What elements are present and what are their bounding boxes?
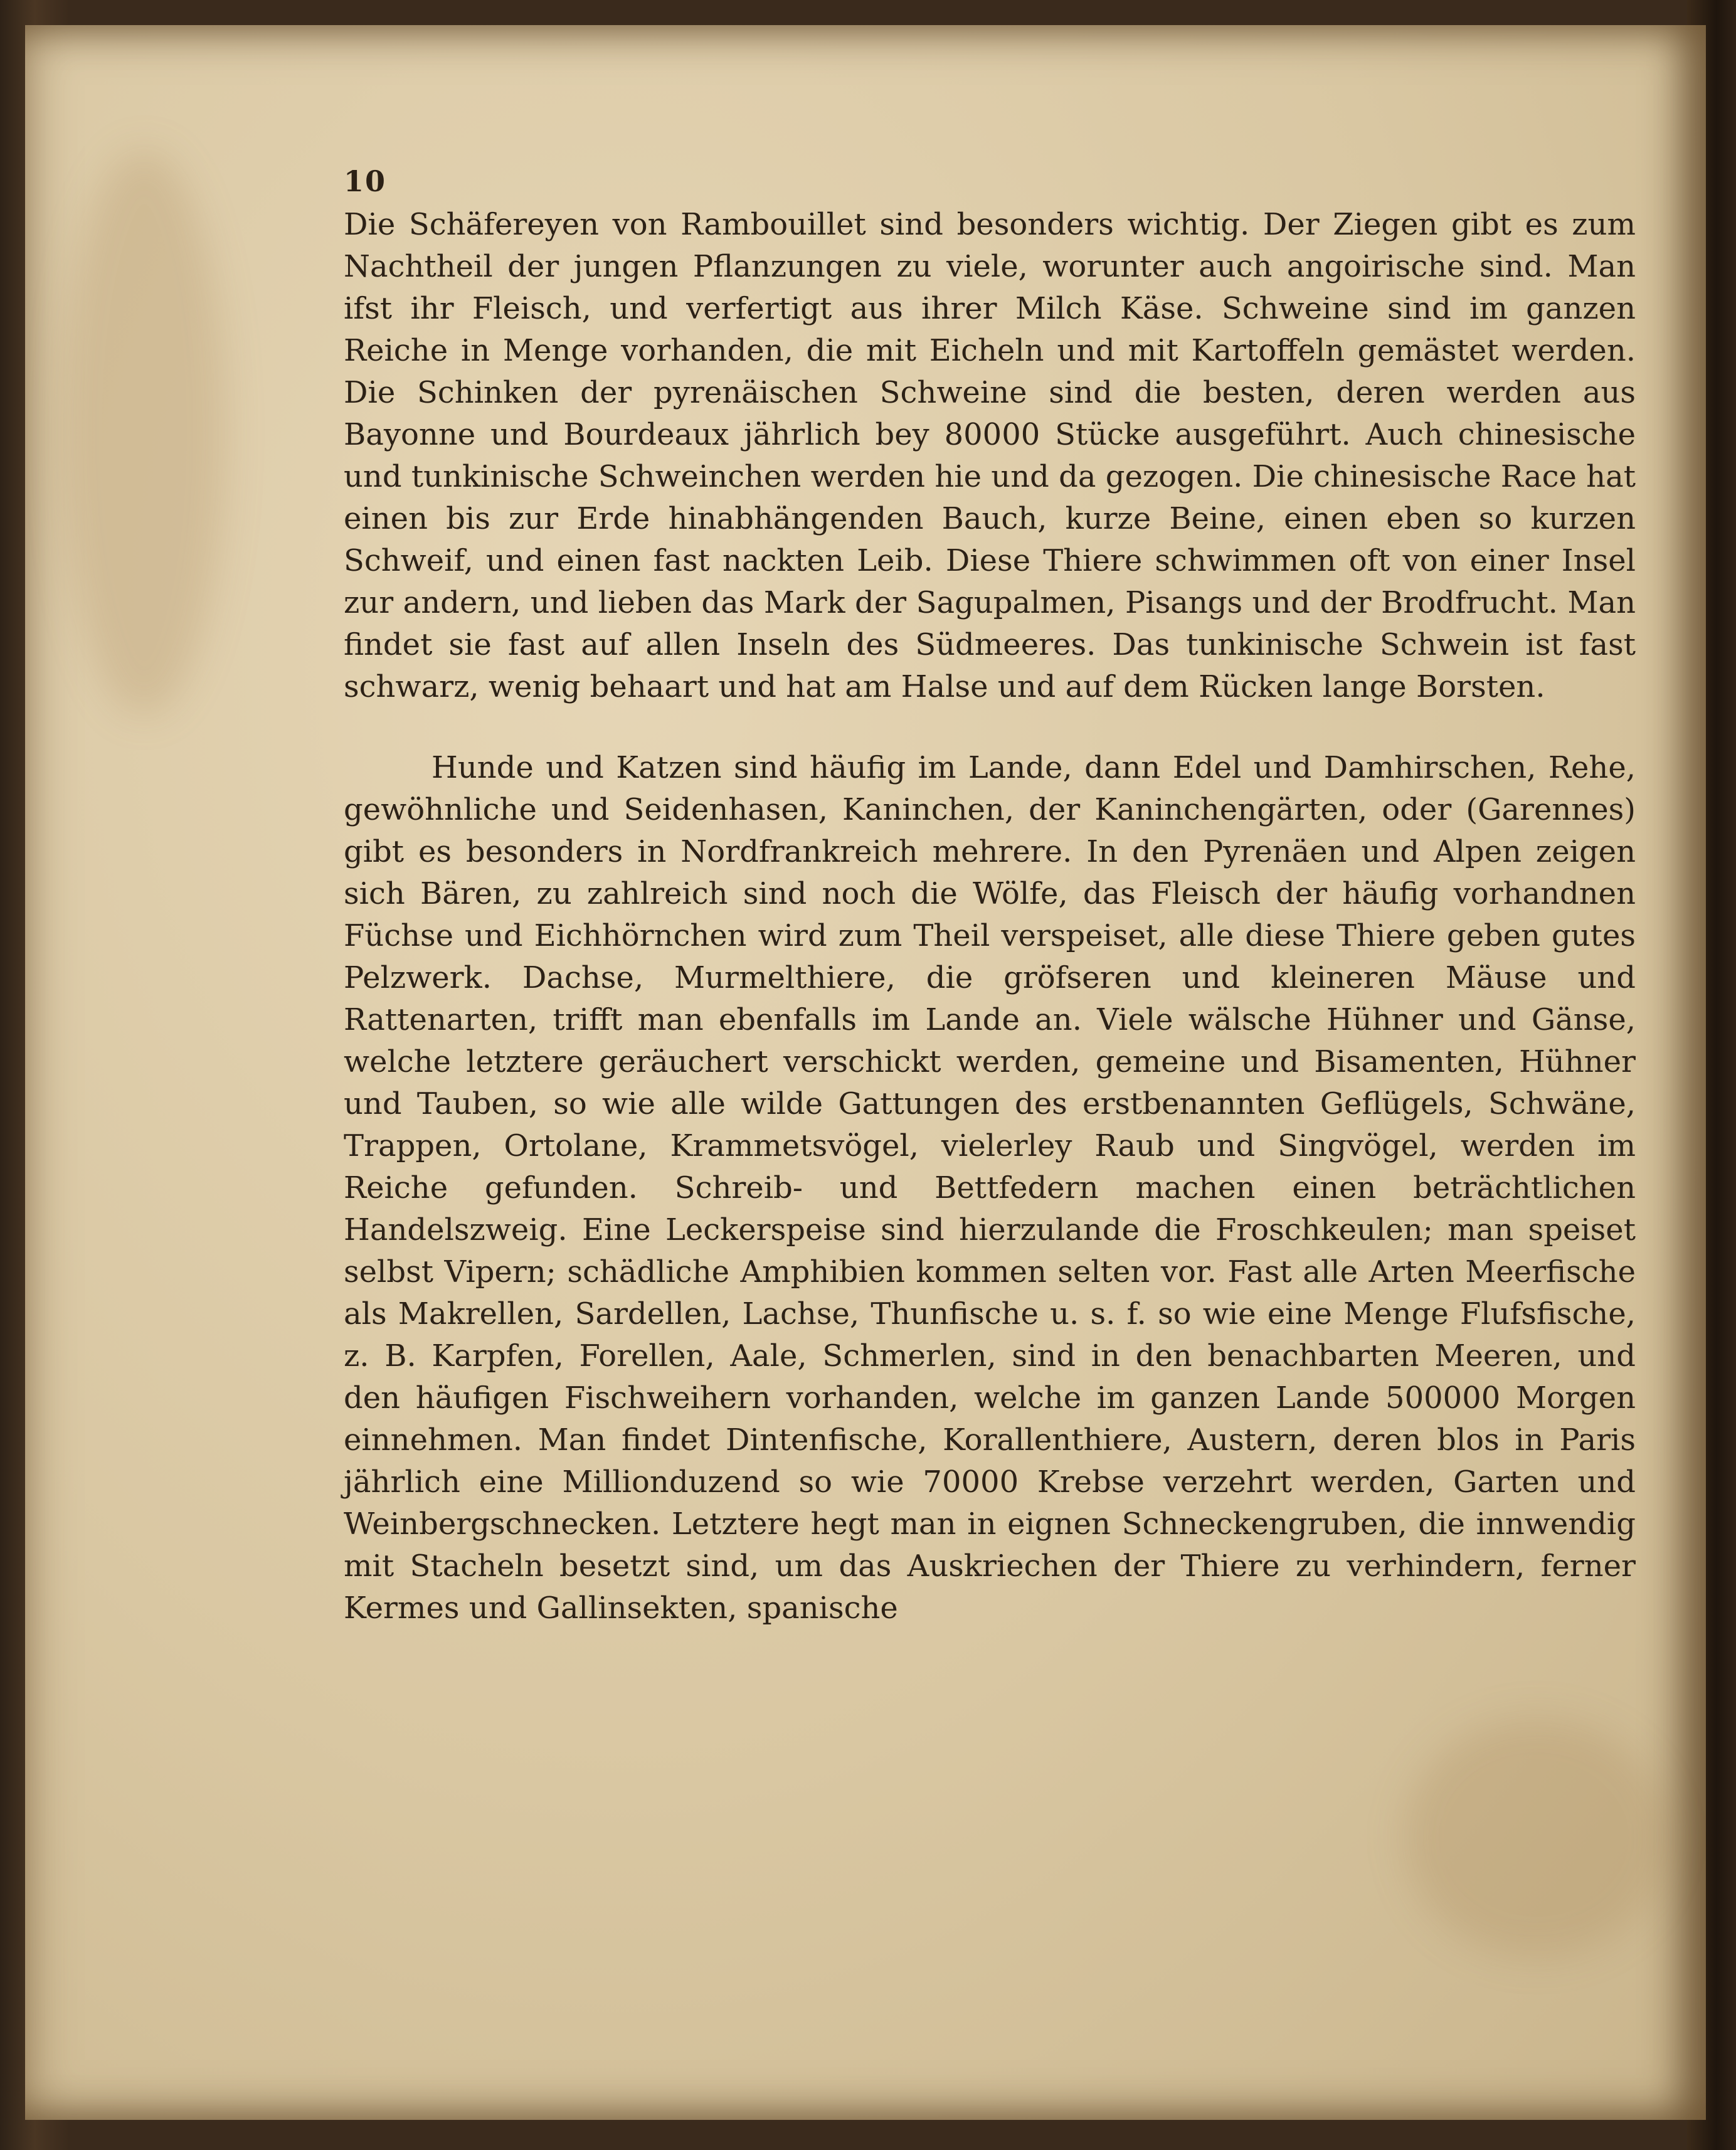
page-number: 10 bbox=[344, 164, 387, 198]
page-body bbox=[344, 204, 1636, 1629]
paragraph-animals: Hunde und Katzen sind häufig im Lande, dann Edel und Damhirschen, Rehe, gewöhnliche und Seidenhasen, Kaninchen, der Kaninchengärten, oder (Garennes) gibt es besonders in Nordfrankreich mehrere. In den Pyrenäen und Alpen zeigen sich Bären, zu zahlreich sind noch die Wölfe, das Fleisch der häufig vorhandnen Füchse und Eichhörnchen wird zum Theil verspeiset, alle diese Thiere geben gutes Pelzwerk. Dachse, Murmelthiere, die gröfseren und kleineren Mäuse und Rattenarten, trifft man ebenfalls im Lande an. Viele wälsche Hühner und Gänse, welche letztere geräuchert verschickt werden, gemeine und Bisamenten, Hühner und Tauben, so wie alle wilde Gattungen des erstbenannten Geflügels, Schwäne, Trappen, Ortolane, Krammetsvögel, vielerley Raub und Singvögel, werden im Reiche gefunden. Schreib- und Bettfedern machen einen beträchtlichen Handelszweig. Eine Leckerspeise sind hierzulande die Froschkeulen; man speiset selbst Vipern; schädliche Amphibien kommen selten vor. Fast alle Arten Meerfische als Makrellen, Sardellen, Lachse, Thunfische u. s. f. so wie eine Menge Flufsfische, z. B. Karpfen, Forellen, Aale, Schmerlen, sind in den benachbarten Meeren, und den häufigen Fischweihern vorhanden, welche im ganzen Lande 500000 Morgen einnehmen. Man findet Dintenfische, Korallenthiere, Austern, deren blos in Paris jährlich eine Millionduzend so wie 70000 Krebse verzehrt werden, Garten und Weinbergschnecken. Letztere hegt man in eignen Schneckengruben, die innwendig mit Stacheln besetzt sind, um das Auskriechen der Thiere zu verhindern, ferner Kermes und Gallinsekten, spanische bbox=[344, 750, 1636, 1626]
paper-stain bbox=[1405, 1718, 1668, 1957]
paper-stain bbox=[63, 151, 226, 715]
paragraph-pigs: Die Schäfereyen von Rambouillet sind besonders wichtig. Der Ziegen gibt es zum Nachtheil der jungen Pflanzungen zu viele, worunter auch angoirische sind. Man ifst ihr Fleisch, und verfertigt aus ihrer Milch Käse. Schweine sind im ganzen Reiche in Menge vorhanden, die mit Eicheln und mit Kartoffeln gemästet werden. Die Schinken der pyrenäischen Schweine sind die besten, deren werden aus Bayonne und Bourdeaux jährlich bey 80000 Stücke ausgeführt. Auch chinesische und tunkinische Schweinchen werden hie und da gezogen. Die chinesische Race hat einen bis zur Erde hinabhängenden Bauch, kurze Beine, einen eben so kurzen Schweif, und einen fast nackten Leib. Diese Thiere schwimmen oft von einer Insel zur andern, und lieben das Mark der Sagupalmen, Pisangs und der Brodfrucht. Man findet sie fast auf allen Inseln des Südmeeres. Das tunkinische Schwein ist fast schwarz, wenig behaart und hat am Halse und auf dem Rücken lange Borsten. bbox=[344, 207, 1636, 704]
